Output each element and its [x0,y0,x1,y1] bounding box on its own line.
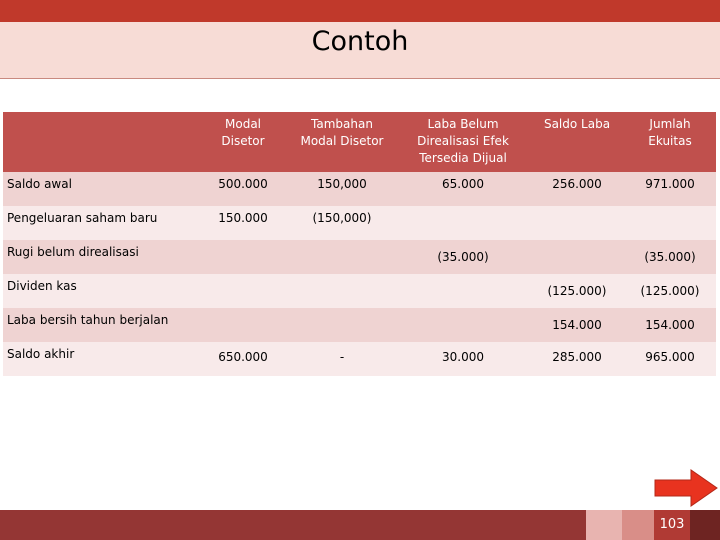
table-cell: 150,000 [317,177,367,191]
row-label: Rugi belum direalisasi [7,245,139,259]
table-cell: (35.000) [644,250,696,264]
table-cell: 285.000 [552,350,602,364]
table-cell: 150.000 [218,211,268,225]
header-cell: Tambahan Modal Disetor [300,117,384,148]
table-row [3,172,716,206]
header-cell: Modal Disetor [221,117,265,148]
table-cell [396,206,530,240]
row-label: Saldo akhir [7,347,75,361]
table-cell [396,308,530,342]
row-label: Pengeluaran saham baru [7,211,158,225]
table-header-row [3,112,716,172]
row-label: Laba bersih tahun berjalan [7,313,169,327]
table-cell: 500.000 [218,177,268,191]
table-cell [530,240,624,274]
equity-table [3,112,716,376]
table-row [3,206,716,240]
table-cell [288,240,396,274]
footer-block [586,510,622,540]
footer-block [622,510,654,540]
table-cell [530,206,624,240]
footer-block [690,510,720,540]
table-cell [288,274,396,308]
header-cell: Laba Belum Direalisasi Efek Tersedia Dijual [417,117,509,165]
table-cell [198,240,288,274]
table-cell: 154.000 [552,318,602,332]
table-cell: (150,000) [312,211,372,225]
table-cell [624,206,716,240]
row-label: Dividen kas [7,279,77,293]
table-cell: (125.000) [547,284,607,298]
page-number: 103 [654,510,690,540]
arrow-right-icon [653,468,719,508]
table-cell: 971.000 [645,177,695,191]
table-cell: - [339,350,345,364]
next-slide-button[interactable] [653,468,719,508]
table-cell: (125.000) [640,284,700,298]
header-cell [3,112,198,172]
table-cell: 30.000 [442,350,484,364]
table-cell: 154.000 [645,318,695,332]
table-cell [288,308,396,342]
table-cell: 256.000 [552,177,602,191]
table-row [3,308,716,342]
table-cell [198,308,288,342]
header-cell: Jumlah Ekuitas [648,117,692,148]
table-cell: 65.000 [442,177,484,191]
header-cell: Saldo Laba [543,117,611,131]
table-cell: 650.000 [218,350,268,364]
top-accent-bar [0,0,720,22]
row-label: Saldo awal [7,177,72,191]
table-cell: (35.000) [437,250,489,264]
table-cell [396,274,530,308]
table-cell: 965.000 [645,350,695,364]
table-row [3,240,716,274]
equity-table-container [3,112,716,376]
slide-title: Contoh [311,26,409,57]
table-row [3,274,716,308]
table-cell [198,274,288,308]
table-row [3,342,716,376]
